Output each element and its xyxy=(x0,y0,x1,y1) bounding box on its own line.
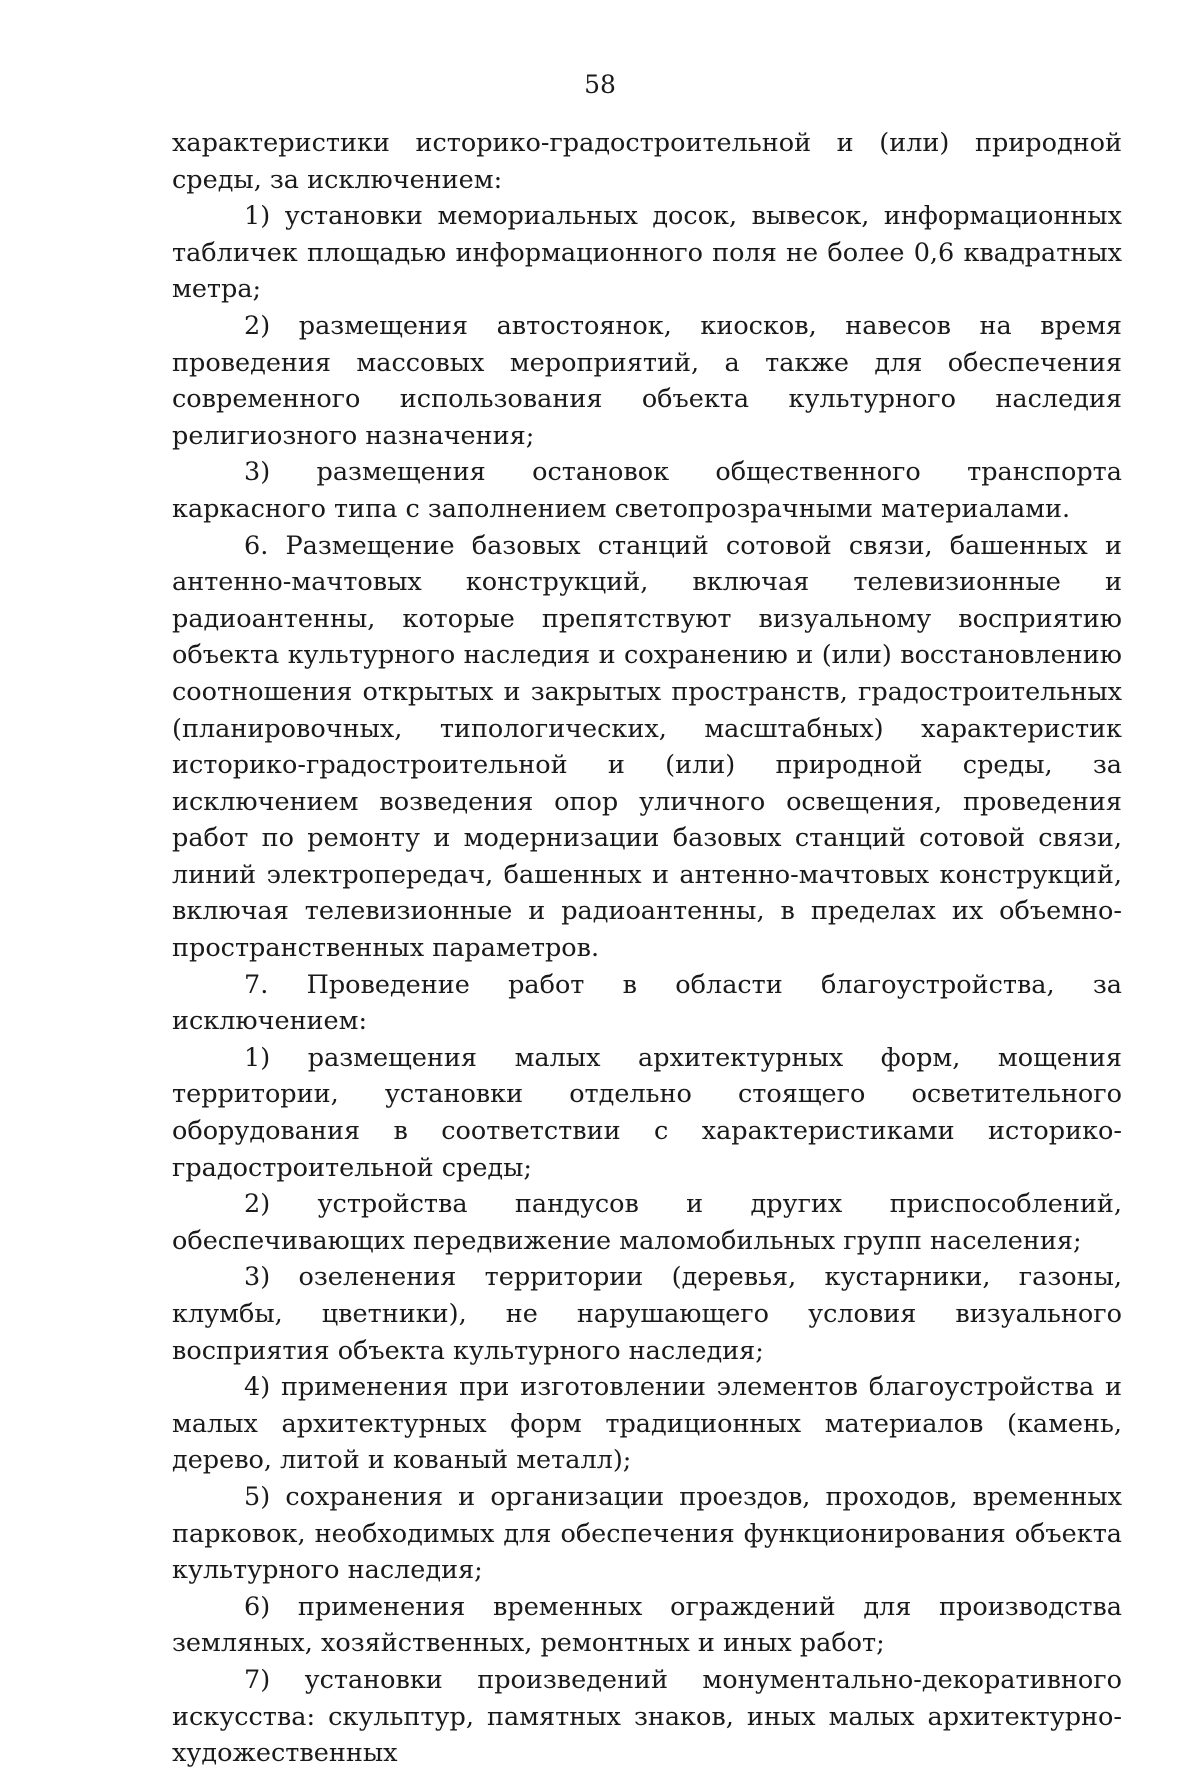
section-6-paragraph: 6. Размещение базовых станций сотовой связи, башенных и антенно-мачтовых конструкций, включая телевизионные и радиоантенны, которые препятствуют визуальному восприятию объекта культурного наследия и сохранению и (или) восстановлению соотношения открытых и закрытых пространств, градостроительных (планировочных, типологических, масштабных) характеристик историко-градостроительной и (или) природной среды, за исключением возведения опор уличного освещения, проведения работ по ремонту и модернизации базовых станций сотовой связи, линий электропередач, башенных и антенно-мачтовых конструкций, включая телевизионные и радиоантенны, в пределах их объемно-пространственных параметров. xyxy=(172,530,1122,964)
section-7-item-2: 2) устройства пандусов и других приспособлений, обеспечивающих передвижение маломобильных групп населения; xyxy=(172,1189,1122,1256)
list-item-1: 1) установки мемориальных досок, вывесок, информационных табличек площадью информационного поля не более 0,6 квадратных метра; xyxy=(172,201,1122,305)
section-7-item-3: 3) озеленения территории (деревья, кустарники, газоны, клумбы, цветники), не нарушающего условия визуального восприятия объекта культурного наследия; xyxy=(172,1262,1122,1366)
section-7-item-1: 1) размещения малых архитектурных форм, мощения территории, установки отдельно стоящего осветительного оборудования в соответствии с характеристиками историко-градостроительной среды; xyxy=(172,1042,1122,1183)
section-7-item-5: 5) сохранения и организации проездов, проходов, временных парковок, необходимых для обеспечения функционирования объекта культурного наследия; xyxy=(172,1481,1122,1586)
document-body xyxy=(172,125,1122,1772)
section-7-item-6: 6) применения временных ограждений для производства земляных, хозяйственных, ремонтных и иных работ; xyxy=(172,1591,1122,1659)
list-item-2: 2) размещения автостоянок, киосков, навесов на время проведения массовых мероприятий, а также для обеспечения современного использования объекта культурного наследия религиозного назначения; xyxy=(172,310,1122,451)
page-number: 58 xyxy=(584,70,616,99)
section-7-heading: 7. Проведение работ в области благоустройства, за исключением: xyxy=(172,969,1122,1037)
section-7-item-7: 7) установки произведений монументально-декоративного искусства: скульптур, памятных знаков, иных малых архитектурно-художественных xyxy=(172,1664,1122,1769)
section-7-item-4: 4) применения при изготовлении элементов благоустройства и малых архитектурных форм традиционных материалов (камень, дерево, литой и кованый металл); xyxy=(172,1372,1122,1476)
paragraph-continuation: характеристики историко-градостроительной и (или) природной среды, за исключением: xyxy=(172,128,1122,195)
list-item-3: 3) размещения остановок общественного транспорта каркасного типа с заполнением светопрозрачными материалами. xyxy=(172,457,1122,524)
